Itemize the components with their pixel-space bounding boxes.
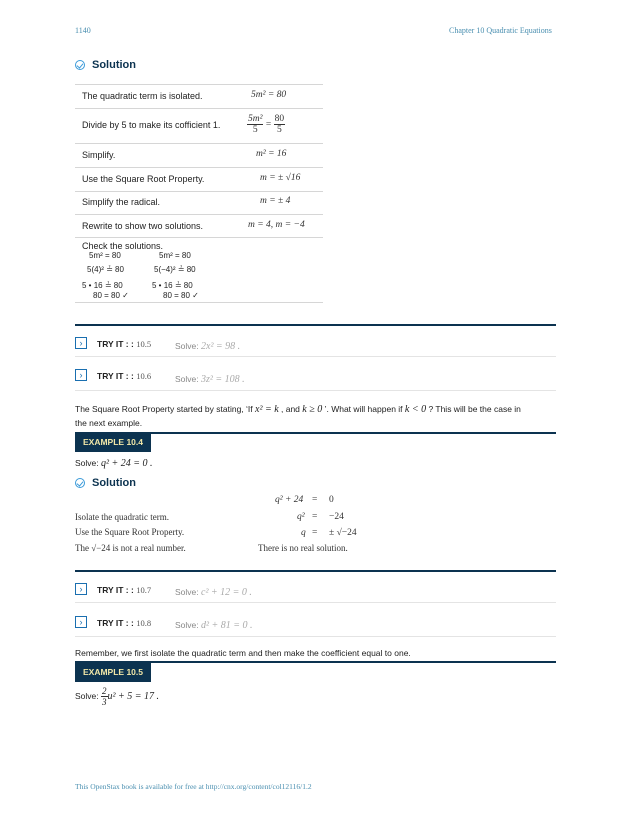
step-math: m = 4, m = −4 — [248, 220, 305, 230]
expand-chevron-icon[interactable]: › — [75, 337, 87, 349]
body-paragraph: Remember, we first isolate the quadratic term and then make the coefficient equal to one. — [75, 648, 411, 658]
footer-link[interactable]: This OpenStax book is available for free at http://cnx.org/content/col12116/1.2 — [75, 782, 312, 791]
step-label: Use the Square Root Property. — [75, 527, 185, 537]
step-label: Divide by 5 to make its cofficient 1. — [82, 120, 221, 130]
solution-heading: Solution — [92, 477, 136, 489]
check-circle-icon — [75, 478, 85, 488]
expand-chevron-icon[interactable]: › — [75, 616, 87, 628]
example-badge: EXAMPLE 10.4 — [75, 432, 151, 452]
example-rule — [75, 661, 556, 663]
table-row: Check the solutions. 5m² = 80 5(4)² ≟ 80 5 • 16 ≟ 80 80 = 80 ✓ 5m² = 80 5(−4)² ≟ 80 5 • 16 ≟ 80 80 = 80 ✓ — [75, 238, 323, 303]
step-label: The quadratic term is isolated. — [82, 91, 203, 101]
check-circle-icon — [75, 60, 85, 70]
page-number: 1140 — [75, 26, 91, 35]
example-rule — [75, 432, 556, 434]
step-label: Use the Square Root Property. — [82, 174, 205, 184]
step-label: Simplify the radical. — [82, 197, 161, 207]
try-it-label: TRY IT : : 10.6 — [97, 371, 152, 381]
try-it-label: TRY IT : : 10.7 — [97, 585, 152, 595]
solution-heading: Solution — [92, 59, 136, 71]
try-it-problem: Solve: 2x² = 98 . — [175, 341, 241, 352]
expand-chevron-icon[interactable]: › — [75, 583, 87, 595]
example-problem: Solve: $\frac{2}{3}$ u² + 5 = 17 . — [75, 686, 159, 707]
body-paragraph-line2: the next example. — [75, 418, 143, 428]
step-label: Rewrite to show two solutions. — [82, 221, 204, 231]
table-row — [75, 168, 323, 192]
try-it-problem: Solve: c² + 12 = 0 . — [175, 587, 252, 598]
step-label: Check the solutions. — [82, 241, 164, 251]
chapter-title: Chapter 10 Quadratic Equations — [449, 26, 552, 35]
step-math: m = ± √16 — [260, 173, 301, 183]
step-result: There is no real solution. — [258, 543, 348, 553]
step-label: Isolate the quadratic term. — [75, 512, 169, 522]
try-it-problem: Solve: d² + 81 = 0 . — [175, 620, 253, 631]
step-label: The √−24 is not a real number. — [75, 543, 186, 553]
step-math: $\frac{\text{5m²}}{5}$ = $\frac{80}{5}$ — [248, 114, 285, 135]
example-badge: EXAMPLE 10.5 — [75, 662, 151, 682]
step-math: m = ± 4 — [260, 196, 291, 206]
try-it-label: TRY IT : : 10.8 — [97, 618, 152, 628]
table-row — [75, 144, 323, 168]
table-row — [75, 215, 323, 238]
table-row — [75, 192, 323, 215]
body-paragraph: The Square Root Property started by stating, ‘If x² = k , and k ≥ 0 ’. What will happen if k < 0 ? This will be the case in — [75, 404, 521, 415]
step-math: m² = 16 — [256, 149, 287, 159]
section-divider — [75, 324, 556, 326]
section-divider — [75, 570, 556, 572]
try-it-problem: Solve: 3z² = 108 . — [175, 374, 245, 385]
try-it-label: TRY IT : : 10.5 — [97, 339, 152, 349]
table-row — [75, 85, 323, 109]
step-label: Simplify. — [82, 150, 116, 160]
step-math: 5m² = 80 — [251, 90, 287, 100]
table-row — [75, 109, 323, 144]
example-problem: Solve: q² + 24 = 0 . — [75, 458, 153, 469]
expand-chevron-icon[interactable]: › — [75, 369, 87, 381]
